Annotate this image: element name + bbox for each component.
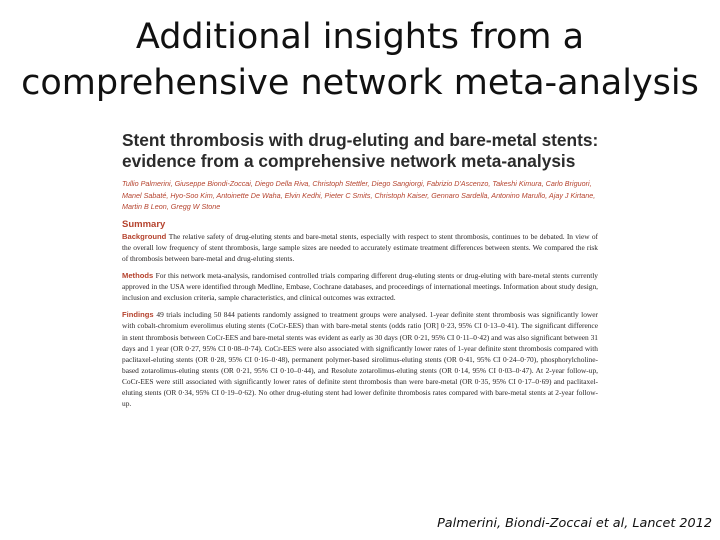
methods-text: For this network meta-analysis, randomised controlled trials comparing different drug-eluting stents or drug-eluting with bare-metal stents currently approved in the USA were identified through Medline, Embase, Cochrane databases, and proceedings of international meetings. Information about study design, inclusion and exclusion criteria, sample characteristics, and clinical outcomes was extracted. <box>122 271 598 303</box>
findings-paragraph <box>122 309 598 409</box>
findings-text: 49 trials including 50 844 patients randomly assigned to treatment groups were analysed. 1-year definite stent thrombosis was significantly lower with cobalt-chromium everolimus eluting stents (CoCr-EES) than with bare-metal stents (odds ratio [OR] 0·23, 95% CI 0·13–0·41). The significant difference in stent thrombosis between CoCr-EES and bare-metal stents was evident as early as 30 days (OR 0·21, 95% CI 0·11–0·42) and was also significant between 31 days and 1 year (OR 0·27, 95% CI 0·08–0·74). CoCr-EES were also associated with significantly lower rates of 1-year definite stent thrombosis compared with paclitaxel-eluting stents (OR 0·28, 95% CI 0·16–0·48), permanent polymer-based sirolimus-eluting stents (OR 0·41, 95% CI 0·24–0·70), phosphorylcholine-based zotarolimus-eluting stents (OR 0·21, 95% CI 0·10–0·44), and Resolute zotarolimus-eluting stents (OR 0·14, 95% CI 0·03–0·47). At 2-year follow-up, CoCr-EES were still associated with significantly lower rates of definite stent thrombosis than were bare-metal (OR 0·35, 95% CI 0·17–0·69) and paclitaxel-eluting stents (OR 0·34, 95% CI 0·19–0·62). No other drug-eluting stent had lower definite thrombosis rates compared with bare-metal stents at 2-year follow-up. <box>122 310 598 409</box>
slide-title-line-1: Additional insights from a <box>135 17 585 57</box>
methods-paragraph <box>122 270 598 303</box>
background-label: Background <box>122 231 169 241</box>
summary-heading: Summary <box>122 218 166 230</box>
slide-title <box>0 14 720 106</box>
slide-title-line-2: comprehensive network meta-analysis <box>21 63 699 103</box>
paper-title-line-1: Stent thrombosis with drug-eluting and bare-metal stents: <box>122 130 598 150</box>
background-paragraph <box>122 231 598 264</box>
author-list: Tullio Palmerini, Giuseppe Biondi-Zoccai, Diego Della Riva, Christoph Stettler, Diego Sangiorgi, Fabrizio D'Ascenzo, Takeshi Kimura, Carlo Briguori, Manel Sabaté, Hyo-Soo Kim, Antoinette De Waha, Elvin Kedhi, Pieter C Smits, Christoph Kaiser, Gennaro Sardella, Antonino Marullo, Ajay J Kirtane, Martin B Leon, Gregg W Stone <box>122 179 596 212</box>
paper-title <box>122 130 598 172</box>
citation: Palmerini, Biondi-Zoccai et al, Lancet 2012 <box>437 516 712 531</box>
paper-title-line-2: evidence from a comprehensive network meta-analysis <box>122 151 576 171</box>
findings-label: Findings <box>122 310 157 320</box>
methods-label: Methods <box>122 271 156 281</box>
background-text: The relative safety of drug-eluting stents and bare-metal stents, especially with respect to stent thrombosis, continues to be debated. In view of the overall low frequency of stent thrombosis, large sample sizes are needed to accurately estimate treatment differences between stents. We compared the risk of thrombosis between bare-metal and drug-eluting stents. <box>122 231 598 263</box>
paper-excerpt <box>122 130 598 496</box>
